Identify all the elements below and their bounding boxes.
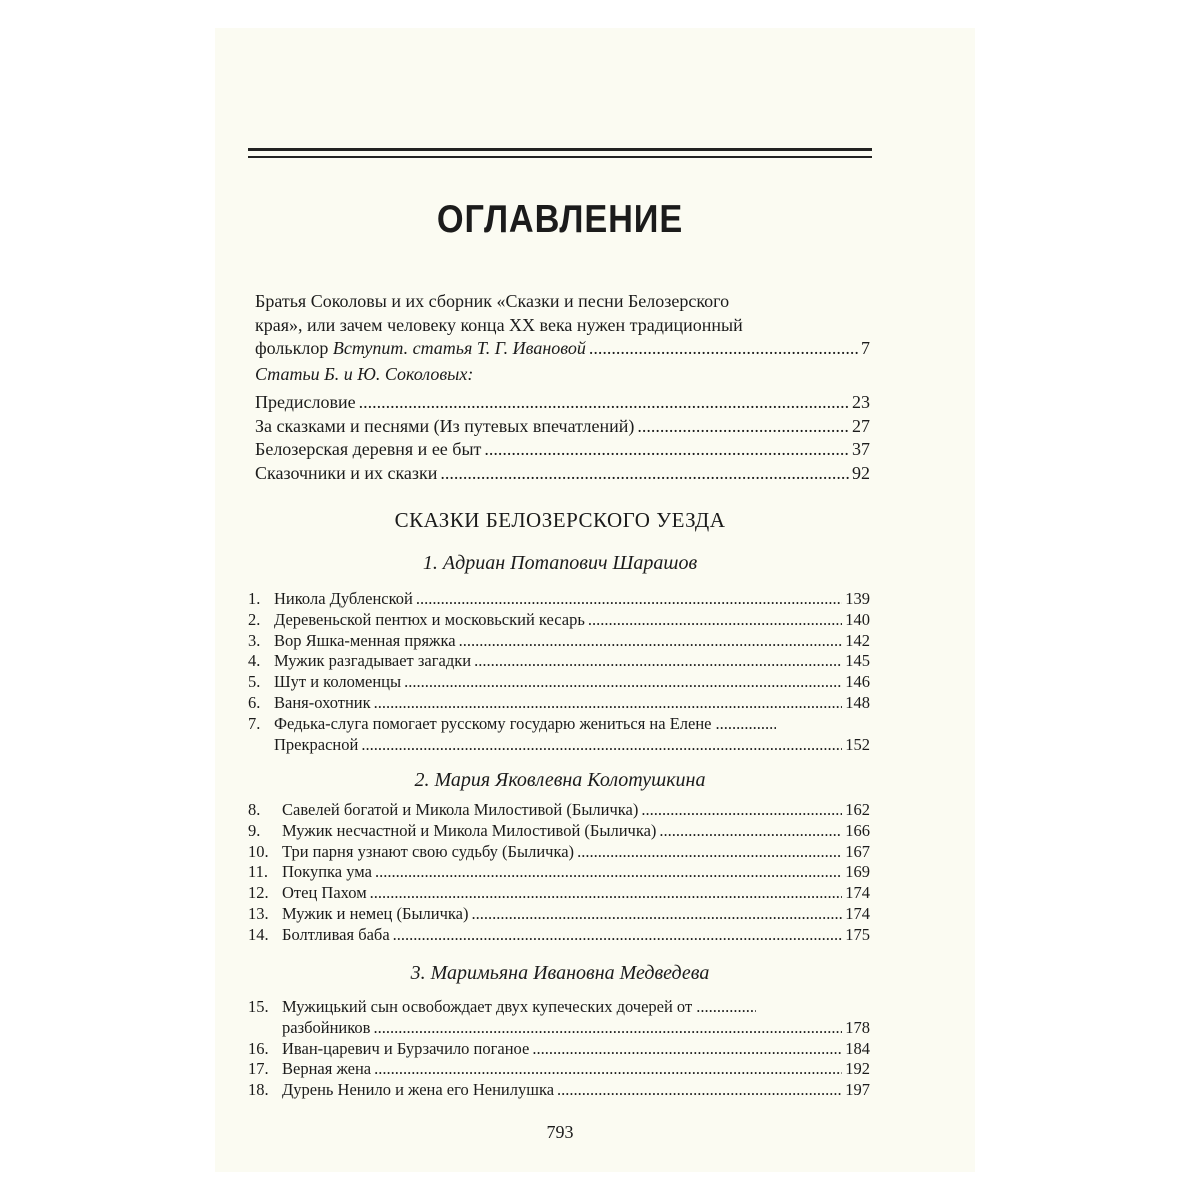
toc-entry: 18. Дурень Ненило и жена его Ненилушка ..... 197 (248, 1080, 870, 1101)
toc-entry: 16. Иван-царевич и Бурзачило поганое ..... 184 (248, 1039, 870, 1060)
toc-entry: Предисловие ..... 23 (255, 391, 870, 415)
intro-last-line (255, 337, 870, 361)
toc-entry: 1. Никола Дубленской ..... 139 (248, 589, 870, 610)
intro-line: края», или зачем человеку конца XX века нужен традиционный (255, 314, 743, 335)
articles-list (255, 391, 870, 485)
tale-list (248, 800, 870, 946)
page-ref: 7 (861, 338, 870, 358)
author-heading: 1. Адриан Потапович Шарашов (422, 552, 698, 574)
intro-author: Вступит. статья Т. Г. Ивановой (332, 338, 586, 358)
toc-entry: 14. Болтливая баба ..... 175 (248, 925, 870, 946)
toc-entry: 13. Мужик и немец (Быличка) ..... 174 (248, 904, 870, 925)
tale-list (248, 997, 870, 1101)
tale-list (248, 589, 870, 755)
toc-entry: 2. Деревеньской пентюх и московьский кесарь ..... 140 (248, 610, 870, 631)
author-heading: 3. Маримьяна Ивановна Медведева (410, 962, 710, 984)
toc-entry: Сказочники и их сказки ..... 92 (255, 462, 870, 486)
toc-entry-wrapped: 7. Федька-слуга помогает русскому государю жениться на Елене ..... (248, 714, 870, 735)
intro-entry (255, 290, 870, 361)
toc-entry: Белозерская деревня и ее быт ..... 37 (255, 438, 870, 462)
toc-entry: 10. Три парня узнают свою судьбу (Быличка) ..... 167 (248, 842, 870, 863)
toc-entry-continuation: Прекрасной ..... 152 (248, 735, 870, 756)
toc-entry: 8. Савелей богатой и Микола Милостивой (Быличка) ..... 162 (248, 800, 870, 821)
toc-entry: 11. Покупка ума ..... 169 (248, 862, 870, 883)
leader-dots (589, 337, 858, 361)
intro-text: фольклор (255, 338, 329, 358)
toc-entry: 6. Ваня-охотник ..... 148 (248, 693, 870, 714)
toc-entry: 17. Верная жена ..... 192 (248, 1059, 870, 1080)
top-rule-thin (248, 156, 872, 158)
toc-entry: 12. Отец Пахом ..... 174 (248, 883, 870, 904)
section-title: СКАЗКИ БЕЛОЗЕРСКОГО УЕЗДА (394, 508, 726, 532)
toc-entry: 3. Вор Яшка-менная пряжка ..... 142 (248, 631, 870, 652)
author-heading: 2. Мария Яковлевна Колотушкина (414, 769, 706, 791)
page-title: ОГЛАВЛЕНИЕ (436, 198, 684, 241)
toc-entry: 5. Шут и коломенцы ..... 146 (248, 672, 870, 693)
intro-line: Братья Соколовы и их сборник «Сказки и песни Белозерского (255, 291, 730, 311)
articles-heading: Статьи Б. и Ю. Соколовых: (255, 364, 474, 384)
toc-entry-wrapped: 15. Мужицький сын освобождает двух купеческих дочерей от ..... (248, 997, 870, 1018)
page-number: 793 (546, 1122, 574, 1142)
top-rule (248, 148, 872, 151)
toc-entry: За сказками и песнями (Из путевых впечатлений) ..... 27 (255, 415, 870, 439)
toc-entry-continuation: разбойников ..... 178 (248, 1018, 870, 1039)
toc-entry: 4. Мужик разгадывает загадки ..... 145 (248, 651, 870, 672)
toc-entry: 9. Мужик несчастной и Микола Милостивой (Быличка) ..... 166 (248, 821, 870, 842)
